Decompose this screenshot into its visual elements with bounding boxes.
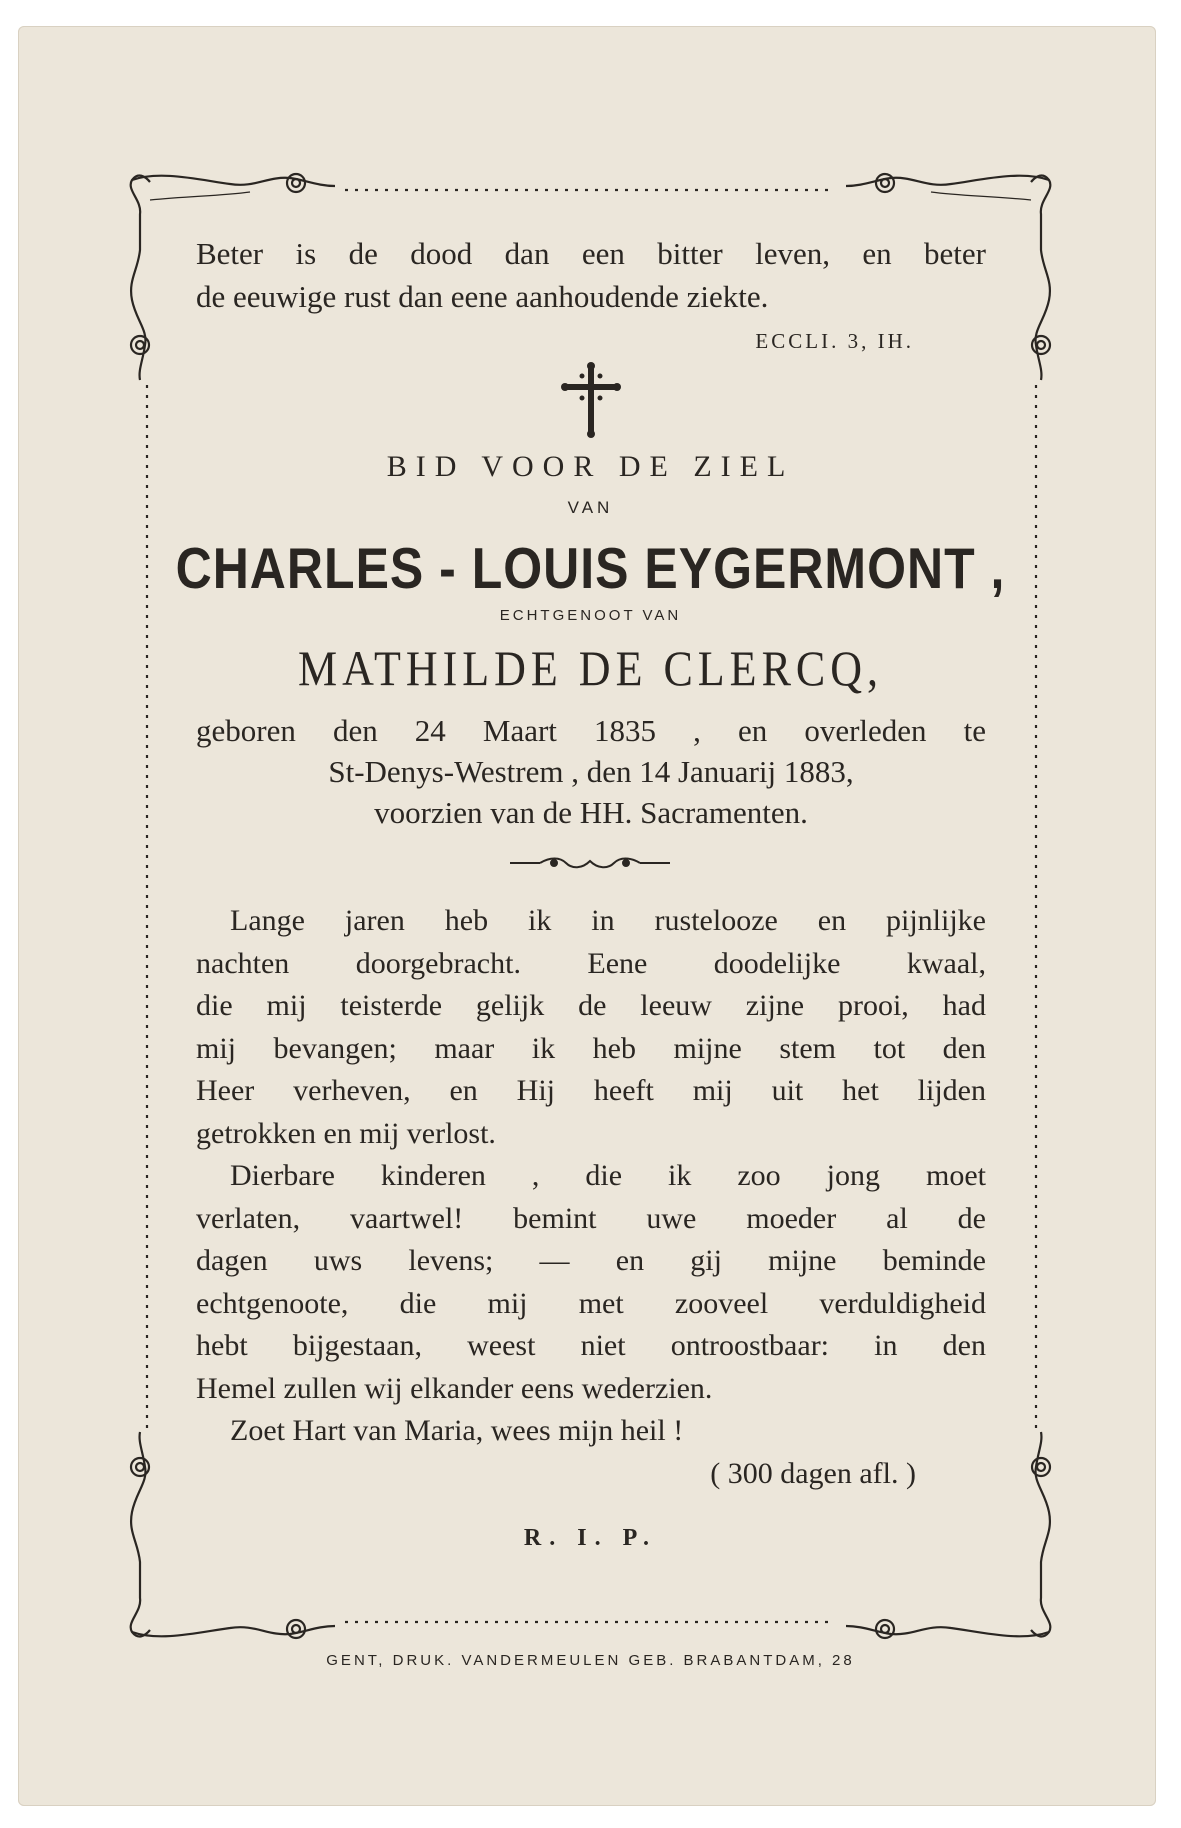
- deceased-name: CHARLES - LOUIS EYGERMONT ,: [175, 536, 1006, 601]
- scripture-quote: [196, 232, 986, 363]
- cross-icon: [560, 362, 622, 438]
- detail-line: geboren den 24 Maart 1835 , en overleden te: [196, 713, 986, 748]
- text-line: die mij teisterde gelijk de leeuw zijne prooi, had: [196, 989, 986, 1022]
- text-line: dagen uws levens; — en gij mijne beminde: [196, 1244, 986, 1277]
- detail-line: voorzien van de HH. Sacramenten.: [374, 795, 808, 830]
- quote-line: Beter is de dood dan een bitter leven, en beter: [196, 236, 986, 271]
- van-label: VAN: [567, 498, 614, 517]
- quote-line: de eeuwige rust dan eene aanhoudende ziekte.: [196, 279, 769, 314]
- text-line: Dierbare kinderen , die ik zoo jong moet: [230, 1159, 986, 1192]
- rip-text: R. I. P.: [523, 1525, 658, 1551]
- indulgence-line: ( 300 dagen afl. ): [710, 1456, 916, 1490]
- ornament-divider-icon: [510, 855, 670, 871]
- text-line: Lange jaren heb ik in rustelooze en pijnlijke: [230, 904, 986, 937]
- text-line: verlaten, vaartwel! bemint uwe moeder al de: [196, 1201, 986, 1235]
- detail-line: St-Denys-Westrem , den 14 Januarij 1883,: [328, 754, 854, 789]
- farewell-text: [196, 900, 986, 1495]
- text-line: getrokken en mij verlost.: [196, 1116, 496, 1150]
- text-line: echtgenoote, die mij met zooveel verduldigheid: [196, 1286, 986, 1320]
- spouse-name: MATHILDE DE CLERCQ,: [297, 641, 884, 696]
- quote-reference: ECCLI. 3, IH.: [755, 329, 914, 353]
- spouse-label: ECHTGENOOT VAN: [499, 607, 682, 624]
- pray-for-heading: BID VOOR DE ZIEL: [386, 450, 795, 483]
- printer-credit: GENT, DRUK. VANDERMEULEN GEB. BRABANTDAM, 28: [326, 1652, 855, 1669]
- text-line: mij bevangen; maar ik heb mijne stem tot den: [196, 1031, 986, 1065]
- birth-death-details: [196, 710, 986, 833]
- text-line: Heer verheven, en Hij heeft mij uit het lijden: [196, 1074, 986, 1107]
- text-line: nachten doorgebracht. Eene doodelijke kwaal,: [196, 946, 986, 980]
- text-line: Zoet Hart van Maria, wees mijn heil !: [230, 1414, 684, 1447]
- text-line: Hemel zullen wij elkander eens wederzien.: [196, 1371, 713, 1405]
- text-line: hebt bijgestaan, weest niet ontroostbaar: in den: [196, 1329, 986, 1362]
